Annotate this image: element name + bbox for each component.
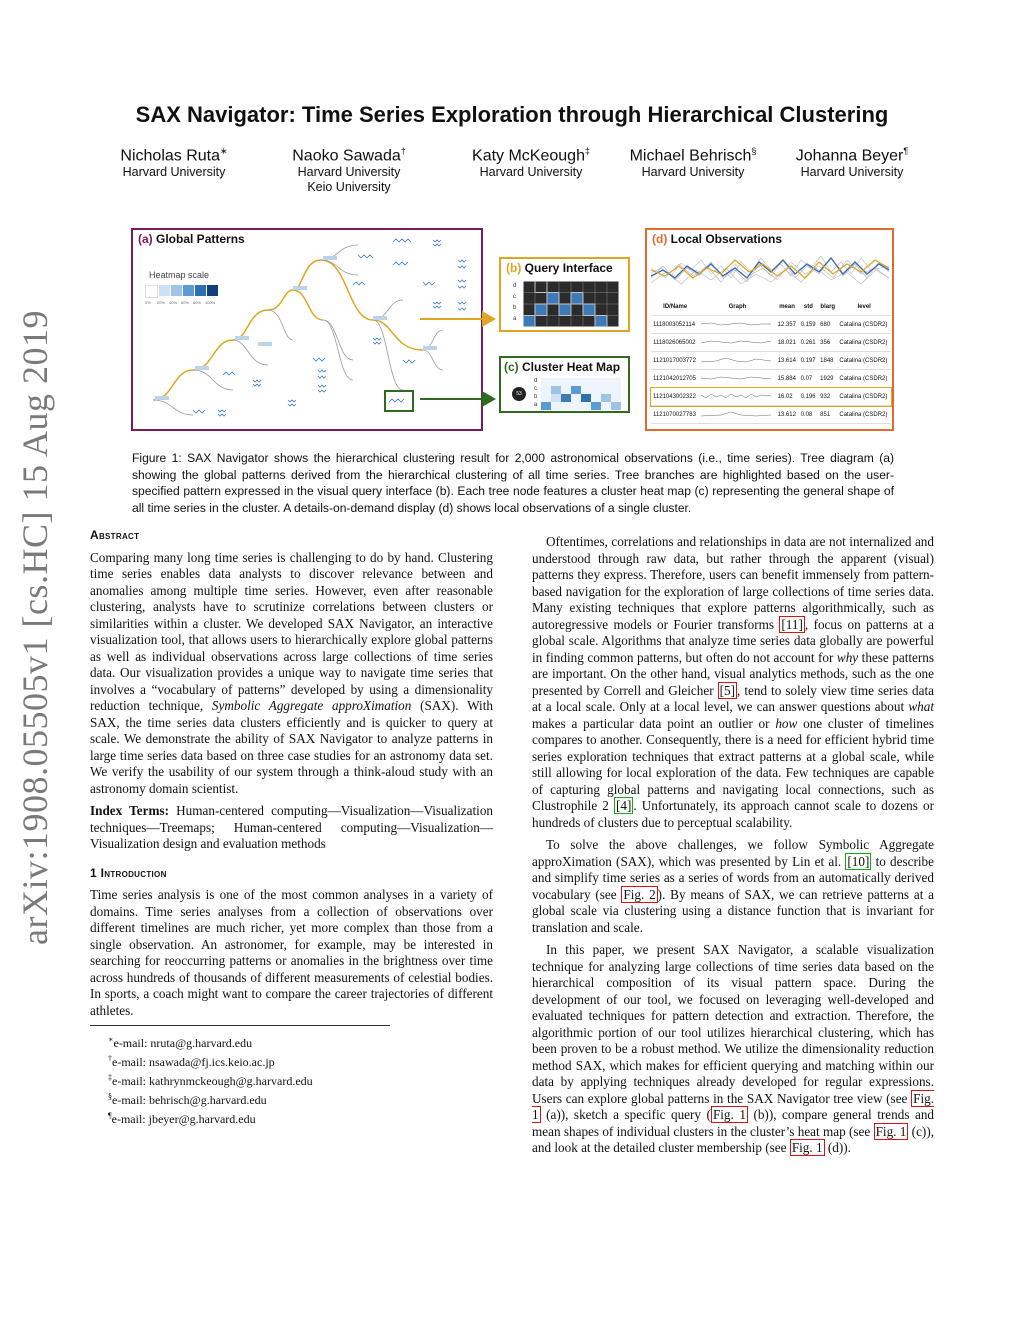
footnote: §e-mail: behrisch@g.harvard.edu [108,1092,267,1107]
table-row[interactable] [651,370,891,388]
author-mark: ∗ [220,146,228,156]
scale-tick: 0% [145,300,151,305]
author-affiliation: Harvard University [122,165,226,180]
table-cell: 1118026065002 [651,334,699,352]
cluster-size-badge: 53 [512,387,526,401]
table-cell: 851 [818,406,837,424]
right-column [532,534,934,1163]
figure-link[interactable]: Fig. 2 [623,886,656,902]
body-paragraph: In this paper, we present SAX Navigator, a scalable visualization technique for analyzing large collections of time series data based on the hierarchical composition of its visual pattern space. During the development of our tool, we focused on leveraging well-developed and evaluated techniques for pattern detection and extraction. Therefore, the algorithmic portion of our tool utilizes hierarchical clustering, which has been proven to be a robust method. We utilize the dimensionality reduction method SAX, which makes for efficient querying and matching within our data by applying techniques already developed for regular expressions. Users can explore global patterns in the SAX Navigator tree view (see Fig. 1 (a)), sketch a specific query ( Fig. 1 (b)), compare general trends and mean shapes of individual clusters in the cluster’s heat map (see Fig. 1 (c)), and look at the detailed cluster membership (see Fig. 1 (d)). [532,942,935,1155]
author-name: Nicholas Ruta [120,147,221,165]
column-header[interactable]: blarg [818,298,837,316]
row-label: a [513,316,517,322]
panel-c-label: Cluster Heat Map [522,360,621,374]
citation-link[interactable]: [10] [847,853,870,869]
figure-panel-query-interface [499,257,630,332]
sparkline [699,316,775,334]
panel-a-label: Global Patterns [156,232,245,246]
table-cell: 12.357 [776,316,799,334]
observations-table [651,298,891,424]
panel-b-letter: (b) [506,261,522,275]
abstract-text: Comparing many long time series is challenging to do by hand. Clustering time series enables data analysts to discover relevance between and anomalies among multiple time series. However, even after reasonable clustering, analysts have to scrutinize correlations between clusters or similarities within a cluster. We developed SAX Navigator, an interactive visualization tool, that allows users to hierarchically explore global patterns as well as individual observations across large collections of time series data. Our visualization provides a unique way to navigate time series that involves a “vocabulary of patterns” developed by using a dimensionality reduction technique, Symbolic Aggregate approXimation (SAX). With SAX, the time series data clusters efficiently and is quicker to query at scale. We demonstrate the ability of SAX Navigator to analyze patterns in large time series data based on three case studies for an astronomy data set. We verify the usability of our system through a think-aloud study with an astronomy domain scientist. [90,549,493,796]
table-cell: 680 [818,316,837,334]
sparkline [699,388,775,406]
panel-d-title [652,232,782,246]
query-row-labels [513,281,516,325]
table-cell: 1929 [818,370,837,388]
figure-panel-cluster-heat-map [499,356,630,413]
panel-b-title [506,261,613,275]
author-affiliation: Harvard University [641,165,745,180]
column-header[interactable]: Graph [699,298,775,316]
table-cell: 0.196 [799,388,819,406]
table-cell: Catalina (CSDR2) [837,388,891,406]
table-cell: Catalina (CSDR2) [837,370,891,388]
author-name: Katy McKeough [472,147,585,165]
author-block [84,146,264,180]
table-cell: 0.159 [799,316,819,334]
panel-d-letter: (d) [652,232,668,246]
figure-link[interactable]: Fig. 1 [791,1140,823,1155]
row-label: b [534,394,538,400]
table-cell: 1121017003772 [651,352,699,370]
author-mark: § [751,146,757,156]
citation-link[interactable]: [11] [781,616,803,632]
sparkline [699,334,775,352]
table-cell: 0.08 [799,406,819,424]
table-cell: 16.02 [776,388,799,406]
sparkline [699,352,775,370]
table-cell: 18.021 [776,334,799,352]
figure-panel-local-observations [645,228,894,431]
author-name: Johanna Beyer [795,147,904,165]
table-header-row [651,298,891,316]
figure-connector-arrows [420,300,500,410]
citation-link[interactable]: [4] [615,798,632,813]
table-cell: 1121042012705 [651,370,699,388]
table-cell: 1121070027783 [651,406,699,424]
row-label: d [513,283,517,289]
figure-link[interactable]: Fig. 1 [875,1123,907,1139]
table-row-highlighted[interactable] [651,388,891,406]
author-affiliation: Harvard University [479,165,583,180]
footnote: †e-mail: nsawada@fj.ics.keio.ac.jp [108,1054,275,1069]
intro-heading: 1 Introduction [90,865,167,880]
column-header[interactable]: mean [776,298,799,316]
author-affiliation: Harvard University [297,165,401,180]
intro-text: Time series analysis is one of the most common analyses in a variety of domains. Time series analyses from a collection of observations over different timelines are much richer, yet more complex than those from a single observation. An astronomer, for example, may be interested in searching for reoccurring patterns or anomalies in the brightness over time across hundreds of thousands of different measurements of celestial bodies. In sports, a coach might want to compare the career trajectories of different athletes. [90,887,493,1018]
author-block [441,146,621,180]
table-cell: Catalina (CSDR2) [837,316,891,334]
author-name: Michael Behrisch [629,147,752,165]
column-header[interactable]: ID/Name [651,298,699,316]
table-cell: 1118003052114 [651,316,699,334]
footnote-rule [90,1025,390,1026]
scale-tick: 80% [193,300,202,305]
query-grid[interactable] [523,281,619,327]
footnote: ‡e-mail: kathrynmckeough@g.harvard.edu [108,1073,313,1088]
author-mark: † [400,146,406,156]
table-cell: 13.612 [776,406,799,424]
table-cell: 1848 [818,352,837,370]
cluster-heatmap [541,378,621,410]
column-header[interactable]: std [799,298,819,316]
panel-d-label: Local Observations [670,232,783,246]
row-label: b [513,305,517,311]
panel-b-label: Query Interface [524,261,613,275]
paper-title: SAX Navigator: Time Series Exploration through Hierarchical Clustering [135,102,889,127]
table-cell: 13.614 [776,352,799,370]
left-column [90,527,493,1127]
row-label: a [534,402,538,408]
row-label: c [534,386,537,392]
table-cell: 15.884 [776,370,799,388]
table-cell: 1121043002322 [651,388,699,406]
body-paragraph: Oftentimes, correlations and relationships in data are not internalized and understood through raw data, but rather through the apparent (visual) patterns they express. Therefore, users can benefit immensely from pattern-based navigation for the exploration of large collections of time series data. Many existing techniques that explore patterns algorithmically, such as autoregressive models or Fourier transforms [11] , focus on patterns at a global scale. Algorithms that analyze time series data globally are powerful in finding common patterns, but often do not account for why these patterns are important. On the other hand, visual analytics methods, such as the one presented by Correll and Gleicher [5] , tend to solely view time series data at a local scale. Only at a local level, we can answer questions about what makes a particular data point an outlier or how one cluster of timelines compares to another. Consequently, there is a need for efficient hybrid time series exploration techniques that extract patterns at a global scale, while still allowing for local exploration of the data. Few techniques are capable of capturing global patterns and navigating local connections, such as Clustrophile 2 [4] . Unfortunately, its approach cannot scale to dozens or hundreds of clusters due to perceptual scalability. [532,534,934,830]
figure-caption: Figure 1: SAX Navigator shows the hierarchical clustering result for 2,000 astronomical observations (i.e., time series). Tree diagram (a) showing the global patterns derived from the hierarchical clustering of all time series. Tree branches are highlighted based on the user-specified pattern expressed in the visual query interface (b). Each tree node features a cluster heat map (c) representing the general shape of all time series in the cluster. A details-on-demand display (d) shows local observations of a single cluster. [132,451,894,515]
author-affiliation: Keio University [307,180,391,195]
table-cell: Catalina (CSDR2) [837,352,891,370]
author-block [603,146,783,180]
table-cell: 356 [818,334,837,352]
table-cell: 0.197 [799,352,819,370]
scale-tick: 100% [205,300,216,305]
table-row[interactable] [651,406,891,424]
author-block [762,146,942,180]
index-terms: Index Terms: Human-centered computing—Visualization—Visualization techniques—Treemaps; Human-centered computing—Visualization—Visualization design and evaluation methods [90,803,494,851]
abstract-heading: Abstract [90,528,140,542]
sparkline [699,406,775,424]
footnote: ∗e-mail: nruta@g.harvard.edu [108,1035,253,1050]
body-paragraph: To solve the above challenges, we follow Symbolic Aggregate approXimation (SAX), which was presented by Lin et al. [10] to describe and simplify time series as a series of words from an automatically derived vocabulary (see Fig. 2 ). By means of SAX, we can retrieve patterns at a global scale via clustering using a distance function that is invariant for translation and scale. [532,837,934,935]
author-mark: ¶ [903,146,909,156]
author-block [259,146,439,195]
table-cell: Catalina (CSDR2) [837,406,891,424]
author-mark: ‡ [584,146,590,156]
table-cell: 932 [818,388,837,406]
table-cell: 0.07 [799,370,819,388]
scale-tick: 40% [169,300,178,305]
table-row[interactable] [651,334,891,352]
heatmap-row-labels [534,377,537,409]
table-cell: 0.261 [799,334,819,352]
scale-tick: 60% [181,300,190,305]
arxiv-stamp: arXiv:1908.05505v1 [cs.HC] 15 Aug 2019 [15,310,55,945]
column-header[interactable]: level [837,298,891,316]
author-name: Naoko Sawada [292,147,401,165]
panel-a-letter: (a) [138,232,153,246]
scale-tick: 20% [157,300,166,305]
row-label: d [534,378,538,384]
sparkline [699,370,775,388]
row-label: c [513,294,516,300]
table-row[interactable] [651,316,891,334]
panel-c-title [504,360,620,374]
panel-c-letter: (c) [504,360,519,374]
heatmap-scale-label: Heatmap scale [149,270,210,280]
author-affiliation: Harvard University [800,165,904,180]
figure-link[interactable]: Fig. 1 [712,1107,746,1122]
footnotes [90,1032,493,1127]
citation-link[interactable]: [5] [719,682,736,698]
table-row[interactable] [651,352,891,370]
figure-link[interactable]: Fig. 1 [532,1090,934,1122]
table-cell: Catalina (CSDR2) [837,334,891,352]
footnote: ¶e-mail: jbeyer@g.harvard.edu [108,1111,256,1126]
overlay-timeseries-plot [651,248,889,296]
